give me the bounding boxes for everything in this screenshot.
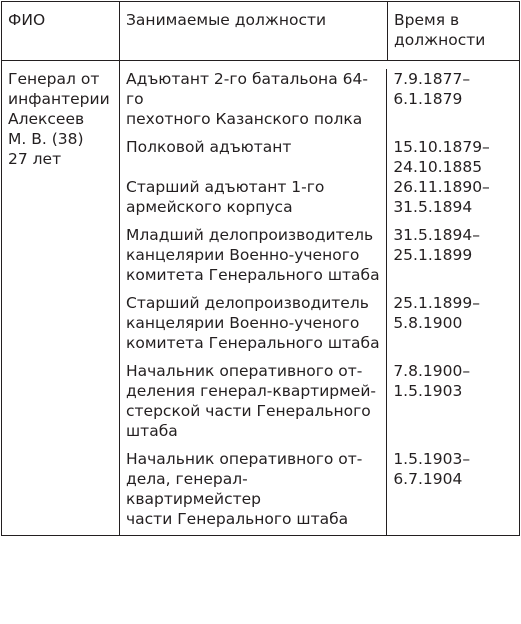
tenure-text [387, 69, 519, 137]
person-line: Генерал от [8, 70, 100, 88]
position-line: комитета Генерального штаба [126, 266, 380, 284]
person-cell [2, 61, 120, 536]
position-entry [120, 137, 519, 177]
position-line: Полковой адъютант [126, 138, 292, 156]
position-entry [120, 69, 519, 137]
entries-cell [120, 61, 520, 536]
tenure-line: 6.1.1879 [393, 90, 463, 108]
position-text [120, 177, 387, 225]
tenure-line: 1.5.1903 [393, 382, 463, 400]
tenure-text [387, 361, 519, 449]
position-line: стерской части Генерального [126, 402, 371, 420]
tenure-text [387, 293, 519, 361]
table-row [2, 61, 520, 536]
header-time [388, 2, 520, 61]
position-line: пехотного Казанского полка [126, 110, 363, 128]
position-line: Начальник оперативного от- [126, 450, 363, 468]
position-text [120, 137, 387, 177]
position-line: Начальник оперативного от- [126, 362, 363, 380]
tenure-line: 24.10.1885 [393, 158, 483, 176]
person-line: М. В. (38) [8, 130, 84, 148]
header-position: Занимаемые должности [120, 2, 388, 61]
position-entry [120, 293, 519, 361]
position-line: дела, генерал-квартирмейстер [126, 470, 262, 508]
position-line: армейского корпуса [126, 198, 293, 216]
header-time-line2: должности [394, 31, 486, 49]
tenure-line: 26.11.1890– [393, 178, 490, 196]
position-entry [120, 177, 519, 225]
position-line: Младший делопроизводитель [126, 226, 374, 244]
tenure-line: 7.9.1877– [393, 70, 471, 88]
tenure-text [387, 177, 519, 225]
positions-table [1, 1, 520, 536]
tenure-line: 25.1.1899– [393, 294, 480, 312]
header-fio: ФИО [2, 2, 120, 61]
tenure-line: 31.5.1894– [393, 226, 480, 244]
position-entry [120, 225, 519, 293]
position-line: Старший адъютант 1-го [126, 178, 325, 196]
position-text [120, 449, 387, 535]
tenure-line: 25.1.1899 [393, 246, 473, 264]
tenure-line: 31.5.1894 [393, 198, 473, 216]
position-text [120, 361, 387, 449]
position-entry [120, 361, 519, 449]
tenure-line: 7.8.1900– [393, 362, 471, 380]
tenure-line: 5.8.1900 [393, 314, 463, 332]
tenure-line: 15.10.1879– [393, 138, 490, 156]
person-line: Алексеев [8, 110, 85, 128]
position-line: Адъютант 2-го батальона 64-го [126, 70, 368, 108]
position-line: штаба [126, 422, 178, 440]
person-line: 27 лет [8, 150, 62, 168]
tenure-text [387, 449, 519, 535]
tenure-text [387, 137, 519, 177]
position-line: деления генерал-квартирмей- [126, 382, 377, 400]
position-line: части Генерального штаба [126, 510, 349, 528]
person-line: инфантерии [8, 90, 110, 108]
position-text [120, 69, 387, 137]
tenure-line: 6.7.1904 [393, 470, 463, 488]
position-line: Старший делопроизводитель [126, 294, 369, 312]
tenure-line: 1.5.1903– [393, 450, 471, 468]
position-text [120, 293, 387, 361]
position-line: комитета Генерального штаба [126, 334, 380, 352]
position-text [120, 225, 387, 293]
header-row [2, 2, 520, 61]
position-entry [120, 449, 519, 535]
position-line: канцелярии Военно-ученого [126, 246, 360, 264]
position-line: канцелярии Военно-ученого [126, 314, 360, 332]
header-time-line1: Время в [394, 11, 460, 29]
tenure-text [387, 225, 519, 293]
